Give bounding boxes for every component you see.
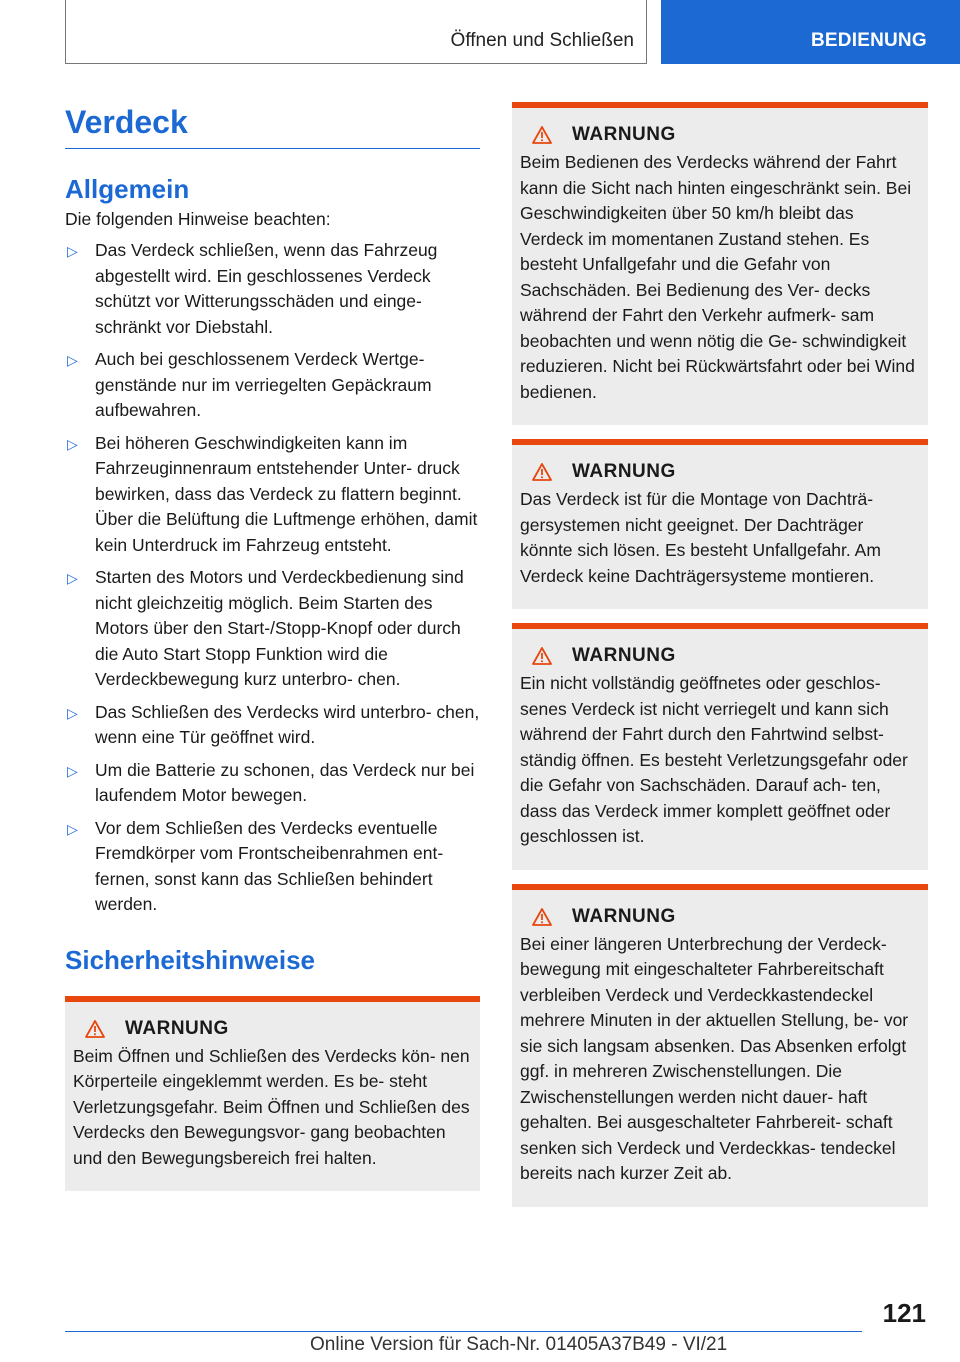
warning-text: Beim Öffnen und Schließen des Verdecks kön‐ nen Körperteile eingeklemmt werden. Es be‐ steht Verletzungsgefahr. Beim Öffnen und Schließen des Verdecks den Bewegungsvor‐ gang beobachten und den Bewegungsbereich frei halten. bbox=[73, 1045, 470, 1168]
warning-box bbox=[512, 884, 928, 1207]
triangle-bullet-icon: ▷ bbox=[67, 435, 78, 452]
list-item-text: Bei höheren Geschwindigkeiten kann im Fahrzeuginnenraum entstehender Unter‐ druck bewirken, dass das Verdeck zu flattern beginnt. Über die Belüftung die Luftmenge erhöhen, damit kein Unterdruck im Fahrzeug entsteht. bbox=[95, 432, 478, 555]
intro-text: Die folgenden Hinweise beachten: bbox=[65, 209, 331, 229]
footer-divider bbox=[65, 1331, 862, 1332]
list-item-text: Um die Batterie zu schonen, das Verdeck nur bei laufendem Motor bewegen. bbox=[95, 759, 475, 805]
warning-triangle-icon bbox=[85, 1020, 105, 1038]
section-heading-sicherheitshinweise: Sicherheitshinweise bbox=[65, 944, 315, 975]
list-item bbox=[65, 700, 480, 751]
warning-box bbox=[65, 996, 480, 1192]
header-chapter-tab: BEDIENUNG bbox=[661, 0, 960, 64]
warning-label: WARNUNG bbox=[125, 1017, 229, 1039]
warning-text: Bei einer längeren Unterbrechung der Verdeck‐ bewegung mit eingeschalteter Fahrbereitschaft verbleiben Verdeck und Verdeckkastendeckel mehrere Minuten in der aktuellen Stellung, be‐ vor sie sich langsam absenken. Das Absenken erfolgt ggf. in mehreren Zwischenstellungen. Die Zwischenstellungen werden nicht dauer‐ haft gehalten. Bei ausgeschalteter Fahrbereit‐ schaft senken sich Verdeck und Verdeckkas‐ tendeckel bereits nach kurzer Zeit ab. bbox=[520, 933, 909, 1183]
triangle-bullet-icon: ▷ bbox=[67, 762, 78, 779]
warning-label: WARNUNG bbox=[572, 124, 676, 145]
list-item bbox=[65, 565, 480, 693]
page-number: 121 bbox=[882, 1298, 926, 1328]
warning-label: WARNUNG bbox=[572, 461, 676, 482]
footer-version: Online Version für Sach-Nr. 01405A37B49 - VI/21 bbox=[310, 1334, 728, 1355]
warning-triangle-icon bbox=[532, 908, 552, 926]
page-title: Verdeck bbox=[65, 102, 480, 149]
hint-list bbox=[65, 238, 480, 918]
warning-box bbox=[512, 102, 928, 425]
warning-triangle-icon bbox=[532, 126, 552, 144]
list-item bbox=[65, 238, 480, 340]
list-item bbox=[65, 816, 480, 918]
triangle-bullet-icon: ▷ bbox=[67, 704, 78, 721]
triangle-bullet-icon: ▷ bbox=[67, 820, 78, 837]
triangle-bullet-icon: ▷ bbox=[67, 243, 78, 259]
list-item bbox=[65, 758, 480, 809]
section-heading-allgemein: Allgemein bbox=[65, 174, 190, 204]
warning-header bbox=[520, 124, 920, 146]
warning-label: WARNUNG bbox=[572, 645, 676, 666]
triangle-bullet-icon: ▷ bbox=[67, 352, 78, 368]
list-item-text: Starten des Motors und Verdeckbedienung sind nicht gleichzeitig möglich. Beim Starten des Motors über den Start-/Stopp-Knopf oder durch die Auto Start Stopp Funktion wird die Verdeckbewegung kurz unterbro‐ chen. bbox=[95, 567, 464, 689]
header-section-box bbox=[65, 0, 647, 64]
warning-box bbox=[512, 439, 928, 609]
warning-header bbox=[520, 461, 920, 483]
warning-triangle-icon bbox=[532, 647, 552, 665]
triangle-bullet-icon: ▷ bbox=[67, 570, 78, 586]
warning-triangle-icon bbox=[532, 463, 552, 481]
left-column bbox=[65, 102, 480, 1191]
header-section-title: Öffnen und Schließen bbox=[450, 30, 634, 51]
list-item bbox=[65, 431, 480, 559]
warning-label: WARNUNG bbox=[572, 905, 676, 927]
list-item-text: Das Verdeck schließen, wenn das Fahrzeug abgestellt wird. Ein geschlossenes Verdeck schützt vor Witterungsschäden und einge‐ schränkt vor Diebstahl. bbox=[95, 240, 438, 337]
list-item-text: Auch bei geschlossenem Verdeck Wertge‐ genstände nur im verriegelten Gepäckraum aufbewahren. bbox=[95, 349, 432, 420]
warning-header bbox=[520, 645, 920, 667]
warning-box bbox=[512, 623, 928, 870]
warning-header bbox=[73, 1018, 472, 1040]
warning-text: Ein nicht vollständig geöffnetes oder geschlos‐ senes Verdeck ist nicht verriegelt und kann sich während der Fahrt durch den Fahrtwind selbst‐ ständig öffnen. Es besteht Verletzungsgefahr oder die Gefahr von Sachschäden. Darauf ach‐ ten, dass das Verdeck immer komplett geöffnet oder geschlossen ist. bbox=[520, 673, 908, 846]
warning-text: Das Verdeck ist für die Montage von Dachträ‐ gersystemen nicht geeignet. Der Dachträger könnte sich lösen. Es besteht Unfallgefahr. Am Verdeck keine Dachträgersysteme montieren. bbox=[520, 489, 881, 586]
list-item-text: Vor dem Schließen des Verdecks eventuelle Fremdkörper vom Frontscheibenrahmen ent‐ fernen, sonst kann das Schließen behindert werden. bbox=[95, 817, 444, 914]
warning-text: Beim Bedienen des Verdecks während der Fahrt kann die Sicht nach hinten eingeschränkt sein. Bei Geschwindigkeiten über 50 km/h bleibt das Verdeck im momentanen Zustand stehen. Es besteht Unfallgefahr und die Gefahr von Sachschäden. Bei Bedienung des Ver‐ decks während der Fahrt den Verkehr aufmerk‐ sam beobachten und wenn nötig die Ge‐ schwindigkeit reduzieren. Nicht bei Rückwärtsfahrt oder bei Wind bedienen. bbox=[520, 152, 915, 402]
list-item bbox=[65, 347, 480, 424]
warning-header bbox=[520, 906, 920, 928]
list-item-text: Das Schließen des Verdecks wird unterbro‐ chen, wenn eine Tür geöffnet wird. bbox=[95, 701, 480, 747]
right-column bbox=[512, 102, 928, 1221]
